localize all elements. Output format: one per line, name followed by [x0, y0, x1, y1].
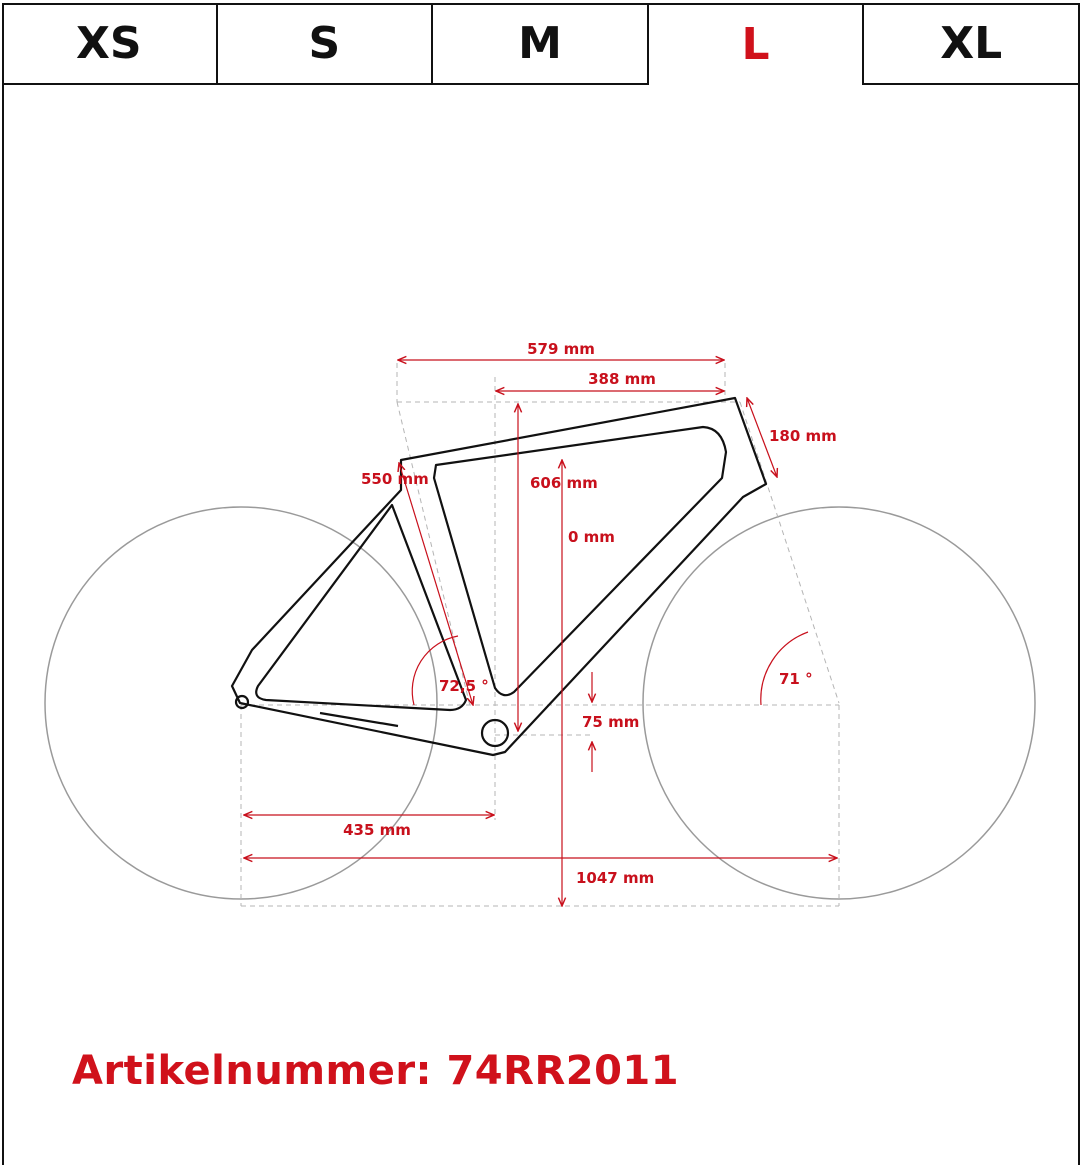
seat-angle-label: 72,5 °: [439, 677, 489, 695]
head-tube-label: 180 mm: [769, 427, 837, 445]
size-tab-label: S: [308, 17, 341, 69]
dimension-lines: [244, 360, 837, 906]
bb-drop-label: 75 mm: [582, 713, 640, 731]
reach-total-label: 579 mm: [527, 340, 595, 358]
size-tab-label: M: [518, 17, 562, 69]
bike-frame: [232, 398, 766, 755]
chainstay-label: 435 mm: [343, 821, 411, 839]
size-tab-label: L: [741, 18, 770, 70]
stack-label: 606 mm: [530, 474, 598, 492]
size-tab-label: XL: [940, 17, 1003, 69]
size-tab-label: XS: [75, 17, 142, 69]
head-angle-label: 71 °: [779, 670, 813, 688]
seat-tube-label: 550 mm: [361, 470, 429, 488]
guide-lines: [241, 363, 839, 906]
standover-label: 0 mm: [568, 528, 615, 546]
article-number: Artikelnummer: 74RR2011: [72, 1048, 680, 1094]
reach-label: 388 mm: [588, 370, 656, 388]
wheelbase-label: 1047 mm: [576, 869, 655, 887]
